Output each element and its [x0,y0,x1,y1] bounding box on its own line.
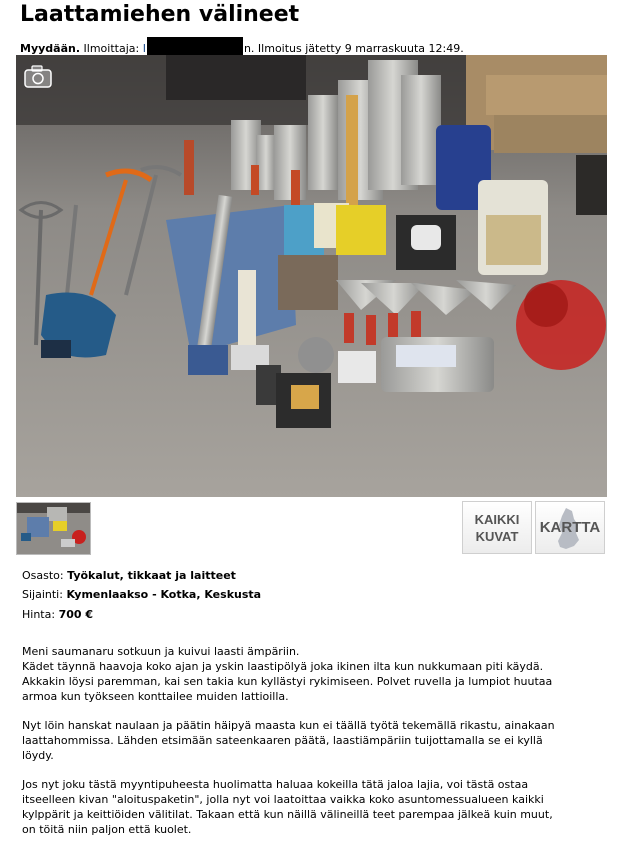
seller-name-end: n. [243,42,255,55]
category-value: Työkalut, tikkaat ja laitteet [67,569,236,582]
location-row [22,588,261,601]
description-paragraph-2: Nyt löin hanskat naulaan ja päätin häipyä maasta kun ei täällä työtä tekemällä rikastu, ainakaan laattahommissa. Lähden etsimään sateenkaaren päätä, laastiämpäriin tuijottamalla se ei kyllä löydy. [22,719,555,762]
description-paragraph-3: Jos nyt joku tästä myyntipuheesta huolimatta haluaa kokeilla tätä jaloa lajia, voi tästä ostaa itseelleen kivan "aloituspaketin", jolla nyt voi laatoittaa vaikka koko asuntomessualueen kaikki kylppärit ja keittiöiden välitilat. Takaan että kun näillä välineillä teet parempaa jälkeä kuin muut, on töitä niin paljon että kuolet. [22,778,553,836]
posted-date: Ilmoitus jätetty 9 marraskuuta 12:49. [257,42,464,55]
all-images-label-2: KUVAT [475,528,519,544]
location-label: Sijainti: [22,588,63,601]
listing-type: Myydään. [20,42,81,55]
map-label: KARTTA [539,519,601,536]
main-photo[interactable] [16,55,607,497]
location-value: Kymenlaakso - Kotka, Keskusta [66,588,262,601]
seller-label: Ilmoittaja: [83,42,140,55]
tools-photo-illustration [16,55,607,497]
price-row [22,608,93,621]
listing-title: Laattamiehen välineet [20,2,300,27]
all-images-button[interactable] [462,501,532,554]
all-images-label-1: KAIKKI [474,511,520,527]
seller-name-start[interactable]: I [142,42,146,55]
category-row [22,569,236,582]
price-label: Hinta: [22,608,56,621]
description-paragraph-1: Meni saumanaru sotkuun ja kuivui laasti ämpäriin. Kädet täynnä haavoja koko ajan ja yskin laastipölyä joka ikinen ilta kun nukkumaan piti käydä. Akkakin löysi paremman, kai sen takia kun kyllästyi rykimiseen. Polvet ruvella ja lumpiot huutaa armoa kun työkseen konttailee muiden lattioilla. [22,645,553,703]
camera-icon [24,65,54,89]
listing-description [22,644,597,851]
map-button[interactable] [535,501,605,554]
price-value: 700 € [58,608,94,621]
thumbnail-image[interactable] [16,502,91,555]
category-label: Osasto: [22,569,64,582]
